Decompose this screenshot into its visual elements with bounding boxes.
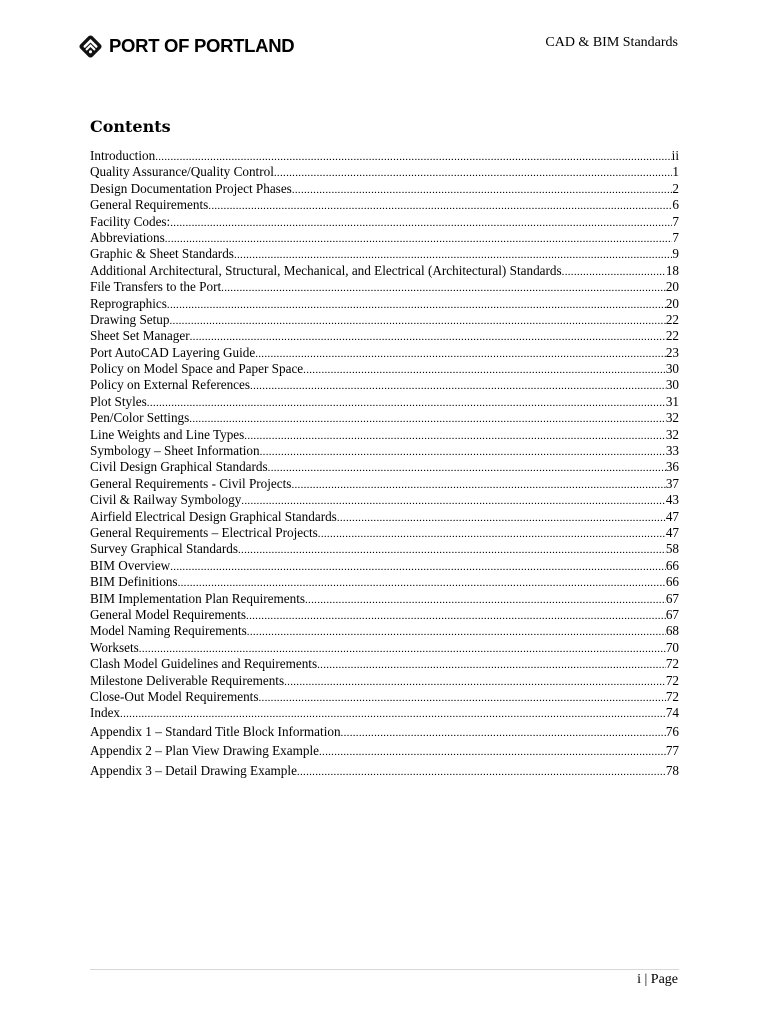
toc-entry[interactable] xyxy=(90,345,679,361)
toc-entry-title: Close-Out Model Requirements xyxy=(90,688,259,704)
toc-entry-title: Symbology – Sheet Information xyxy=(90,443,260,459)
toc-entry-title: BIM Definitions xyxy=(90,574,178,590)
toc-entry-title: BIM Overview xyxy=(90,557,171,573)
toc-entry[interactable] xyxy=(90,148,679,164)
toc-entry-page: 37 xyxy=(665,475,679,491)
toc-entry-title: Policy on Model Space and Paper Space xyxy=(90,361,304,377)
toc-entry-page: 20 xyxy=(665,279,679,295)
toc-entry-title: General Requirements – Electrical Projects xyxy=(90,524,318,540)
toc-leader-dots xyxy=(208,198,672,213)
toc-entry-page: 72 xyxy=(665,688,679,704)
toc-leader-dots xyxy=(268,460,666,475)
toc-entry-page: 78 xyxy=(665,762,679,778)
footer-divider xyxy=(90,969,679,970)
toc-entry-page: 1 xyxy=(672,164,679,180)
toc-entry-title: Civil Design Graphical Standards xyxy=(90,459,268,475)
toc-entry[interactable] xyxy=(90,263,679,279)
toc-leader-dots xyxy=(221,280,666,295)
toc-entry-title: Clash Model Guidelines and Requirements xyxy=(90,656,318,672)
toc-entry[interactable] xyxy=(90,279,679,295)
toc-entry-page: 6 xyxy=(672,197,679,213)
toc-leader-dots xyxy=(291,477,665,492)
toc-entry[interactable] xyxy=(90,377,679,393)
toc-entry-title: Abbreviations xyxy=(90,229,165,245)
toc-entry-page: 36 xyxy=(665,459,679,475)
toc-leader-dots xyxy=(250,378,666,393)
toc-entry[interactable] xyxy=(90,164,679,180)
toc-entry[interactable] xyxy=(90,623,679,639)
toc-entry-page: 67 xyxy=(665,606,679,622)
toc-leader-dots xyxy=(170,215,672,230)
port-of-portland-logo xyxy=(78,33,294,59)
toc-entry[interactable] xyxy=(90,328,679,344)
toc-leader-dots xyxy=(305,592,666,607)
toc-leader-dots xyxy=(139,641,666,656)
toc-entry-title: Model Naming Requirements xyxy=(90,623,247,639)
toc-entry[interactable] xyxy=(90,443,679,459)
toc-entry[interactable] xyxy=(90,591,679,607)
toc-leader-dots xyxy=(189,411,666,426)
toc-leader-dots xyxy=(562,264,666,279)
toc-entry-page: 67 xyxy=(665,590,679,606)
toc-entry[interactable] xyxy=(90,181,679,197)
port-of-portland-logo-icon xyxy=(78,34,103,59)
toc-entry[interactable] xyxy=(90,525,679,541)
toc-entry-title: Graphic & Sheet Standards xyxy=(90,246,234,262)
toc-entry-title: Drawing Setup xyxy=(90,311,170,327)
contents-heading: Contents xyxy=(90,117,171,136)
toc-entry[interactable] xyxy=(90,296,679,312)
toc-entry-page: 43 xyxy=(665,492,679,508)
toc-leader-dots xyxy=(258,690,665,705)
toc-entry-page: 30 xyxy=(665,377,679,393)
toc-entry-page: 30 xyxy=(665,361,679,377)
toc-entry-title: Airfield Electrical Design Graphical Standards xyxy=(90,508,337,524)
toc-leader-dots xyxy=(155,149,671,164)
toc-entry-page: 7 xyxy=(672,213,679,229)
toc-entry-title: Design Documentation Project Phases xyxy=(90,180,292,196)
toc-leader-dots xyxy=(190,329,666,344)
toc-entry-page: 9 xyxy=(672,246,679,262)
toc-entry-title: Additional Architectural, Structural, Mechanical, and Electrical (Architectural) Standards xyxy=(90,262,562,278)
toc-entry-title: Civil & Railway Symbology xyxy=(90,492,242,508)
toc-leader-dots xyxy=(292,182,673,197)
toc-entry-page: 68 xyxy=(665,623,679,639)
toc-leader-dots xyxy=(120,706,666,721)
toc-entry-title: Policy on External References xyxy=(90,377,251,393)
toc-entry-title: Sheet Set Manager xyxy=(90,328,190,344)
toc-entry-page: ii xyxy=(671,148,679,163)
toc-leader-dots xyxy=(260,444,666,459)
toc-leader-dots xyxy=(147,395,666,410)
toc-entry-page: 31 xyxy=(665,393,679,409)
toc-leader-dots xyxy=(234,247,672,262)
toc-leader-dots xyxy=(246,608,666,623)
toc-entry-title: Line Weights and Line Types xyxy=(90,426,245,442)
toc-entry-page: 7 xyxy=(672,229,679,245)
toc-entry[interactable] xyxy=(90,312,679,328)
toc-entry[interactable] xyxy=(90,459,679,475)
toc-entry-page: 76 xyxy=(665,723,679,739)
toc-entry[interactable] xyxy=(90,640,679,656)
toc-entry[interactable] xyxy=(90,741,679,761)
toc-entry-title: Facility Codes: xyxy=(90,213,171,229)
toc-entry-page: 22 xyxy=(665,311,679,327)
toc-entry-title: General Model Requirements xyxy=(90,606,247,622)
toc-entry[interactable] xyxy=(90,541,679,557)
toc-leader-dots xyxy=(169,313,665,328)
toc-entry-title: Index xyxy=(90,705,121,721)
table-of-contents xyxy=(90,148,679,780)
toc-entry-page: 58 xyxy=(665,541,679,557)
toc-entry[interactable] xyxy=(90,509,679,525)
toc-entry-title: Appendix 2 – Plan View Drawing Example xyxy=(90,743,319,759)
toc-leader-dots xyxy=(255,346,666,361)
toc-entry-page: 18 xyxy=(665,262,679,278)
toc-entry-page: 47 xyxy=(665,508,679,524)
toc-entry-title: Port AutoCAD Layering Guide xyxy=(90,344,256,360)
toc-entry-page: 72 xyxy=(665,656,679,672)
toc-leader-dots xyxy=(244,428,666,443)
toc-entry-title: Reprographics xyxy=(90,295,167,311)
page-number: i | Page xyxy=(637,972,678,987)
toc-entry-page: 22 xyxy=(665,328,679,344)
toc-leader-dots xyxy=(337,510,666,525)
toc-leader-dots xyxy=(241,493,666,508)
toc-entry[interactable] xyxy=(90,197,679,213)
toc-entry[interactable] xyxy=(90,689,679,705)
toc-leader-dots xyxy=(274,165,673,180)
toc-entry[interactable] xyxy=(90,656,679,672)
toc-leader-dots xyxy=(341,724,666,742)
toc-entry-title: Pen/Color Settings xyxy=(90,410,190,426)
toc-entry-title: Worksets xyxy=(90,639,139,655)
toc-leader-dots xyxy=(318,526,666,541)
toc-entry-page: 70 xyxy=(665,639,679,655)
toc-entry[interactable] xyxy=(90,230,679,246)
toc-entry-page: 47 xyxy=(665,524,679,540)
toc-entry-page: 77 xyxy=(665,743,679,759)
toc-entry-title: Introduction xyxy=(90,148,156,163)
toc-entry-page: 72 xyxy=(665,672,679,688)
toc-entry-page: 33 xyxy=(665,443,679,459)
logo-text: PORT OF PORTLAND xyxy=(109,35,295,56)
toc-leader-dots xyxy=(247,624,666,639)
toc-leader-dots xyxy=(317,657,666,672)
toc-entry-title: General Requirements xyxy=(90,197,209,213)
toc-entry-page: 74 xyxy=(665,705,679,721)
toc-entry-title: Appendix 3 – Detail Drawing Example xyxy=(90,762,297,778)
toc-entry[interactable] xyxy=(90,492,679,508)
toc-entry[interactable] xyxy=(90,705,679,721)
toc-entry-page: 2 xyxy=(672,180,679,196)
toc-entry[interactable] xyxy=(90,410,679,426)
toc-entry[interactable] xyxy=(90,361,679,377)
toc-entry-title: Quality Assurance/Quality Control xyxy=(90,164,274,180)
toc-entry[interactable] xyxy=(90,476,679,492)
toc-entry-title: General Requirements - Civil Projects xyxy=(90,475,292,491)
toc-leader-dots xyxy=(165,231,673,246)
toc-entry-page: 20 xyxy=(665,295,679,311)
toc-entry[interactable] xyxy=(90,427,679,443)
toc-entry[interactable] xyxy=(90,722,679,742)
toc-entry[interactable] xyxy=(90,214,679,230)
toc-entry-title: File Transfers to the Port xyxy=(90,279,222,295)
toc-leader-dots xyxy=(284,674,666,689)
toc-leader-dots xyxy=(297,763,666,781)
document-title: CAD & BIM Standards xyxy=(545,35,678,50)
toc-entry-title: Appendix 1 – Standard Title Block Information xyxy=(90,723,341,739)
toc-entry-title: BIM Implementation Plan Requirements xyxy=(90,590,305,606)
toc-entry[interactable] xyxy=(90,673,679,689)
toc-leader-dots xyxy=(303,362,666,377)
toc-leader-dots xyxy=(170,559,666,574)
toc-entry-title: Plot Styles xyxy=(90,393,147,409)
toc-entry-title: Survey Graphical Standards xyxy=(90,541,238,557)
toc-entry-page: 66 xyxy=(665,557,679,573)
toc-entry-page: 32 xyxy=(665,426,679,442)
toc-entry-title: Milestone Deliverable Requirements xyxy=(90,672,285,688)
toc-entry-page: 23 xyxy=(665,344,679,360)
toc-leader-dots xyxy=(238,542,666,557)
toc-entry[interactable] xyxy=(90,558,679,574)
toc-entry[interactable] xyxy=(90,246,679,262)
toc-entry[interactable] xyxy=(90,607,679,623)
toc-entry-page: 66 xyxy=(665,574,679,590)
toc-entry[interactable] xyxy=(90,394,679,410)
toc-leader-dots xyxy=(178,575,666,590)
toc-leader-dots xyxy=(319,743,666,761)
toc-entry[interactable] xyxy=(90,574,679,590)
toc-leader-dots xyxy=(167,297,666,312)
toc-entry-page: 32 xyxy=(665,410,679,426)
toc-entry[interactable] xyxy=(90,761,679,781)
